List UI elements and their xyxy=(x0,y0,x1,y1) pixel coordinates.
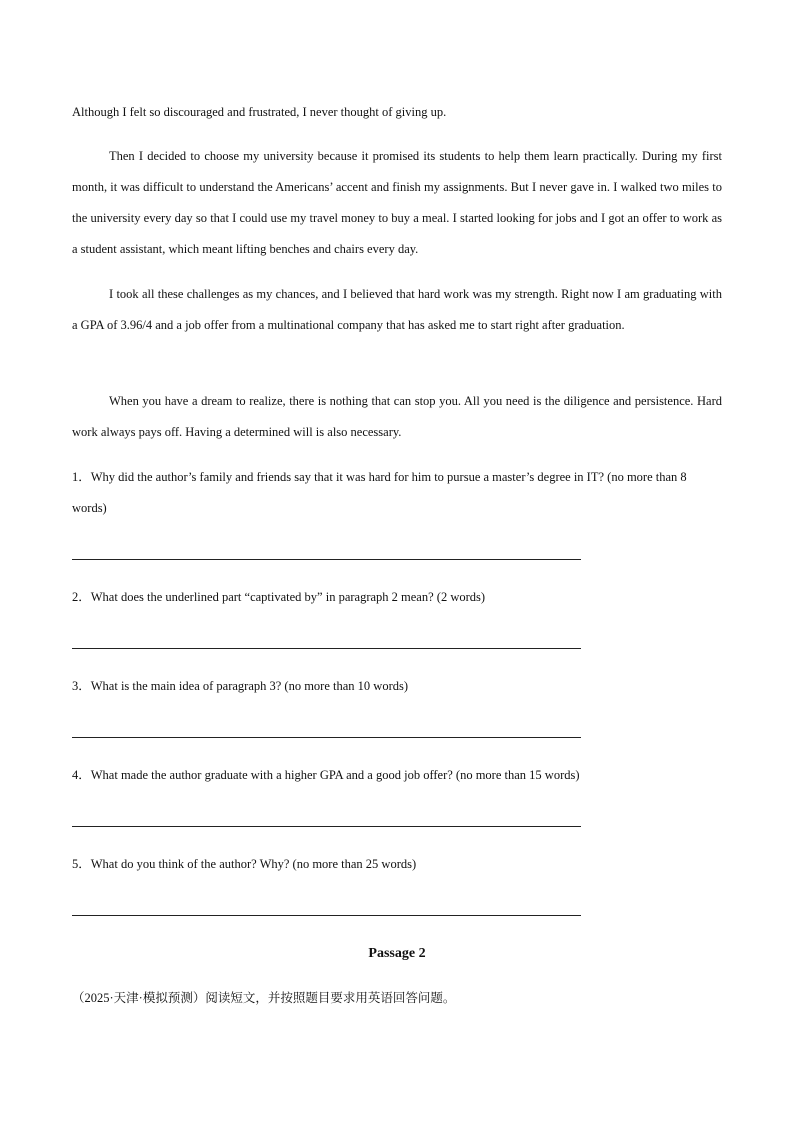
question-5: 5．What do you think of the author? Why? (no more than 25 words) xyxy=(72,857,417,871)
question-2: 2．What does the underlined part “captivated by” in paragraph 2 mean? (2 words) xyxy=(72,590,486,604)
passage-title: Passage 2 xyxy=(368,946,426,961)
answer-line-2[interactable] xyxy=(72,648,581,649)
answer-line-1[interactable] xyxy=(72,559,581,560)
answer-line-4[interactable] xyxy=(72,826,581,827)
paragraph-4: When you have a dream to realize, there is nothing that can stop you. All you need is the diligence and persistence. Hard work always pays off. Having a determined will is also necessary. xyxy=(72,394,722,439)
question-4: 4．What made the author graduate with a higher GPA and a good job offer? (no more than 15 words) xyxy=(72,768,580,782)
paragraph-2: Then I decided to choose my university because it promised its students to help them learn practically. During my first month, it was difficult to understand the Americans’ accent and finish my assignments. But I never gave in. I walked two miles to the university every day so that I could use my travel money to buy a meal. I started looking for jobs and I got an offer to work as a student assistant, which meant lifting benches and chairs every day. xyxy=(72,149,722,256)
paragraph-1: Although I felt so discouraged and frustrated, I never thought of giving up. xyxy=(72,105,447,119)
answer-line-5[interactable] xyxy=(72,915,581,916)
question-1: 1．Why did the author’s family and friends say that it was hard for him to pursue a master’s degree in IT? (no more than 8 words) xyxy=(72,470,687,515)
paragraph-3: I took all these challenges as my chances, and I believed that hard work was my strength. Right now I am graduating with a GPA of 3.96/4 and a job offer from a multinational company that has asked me to start right after graduation. xyxy=(72,287,722,332)
passage-instruction: （2025·天津·模拟预测）阅读短文，并按照题目要求用英语回答问题。 xyxy=(72,991,456,1005)
question-3: 3．What is the main idea of paragraph 3? (no more than 10 words) xyxy=(72,679,409,693)
answer-line-3[interactable] xyxy=(72,737,581,738)
